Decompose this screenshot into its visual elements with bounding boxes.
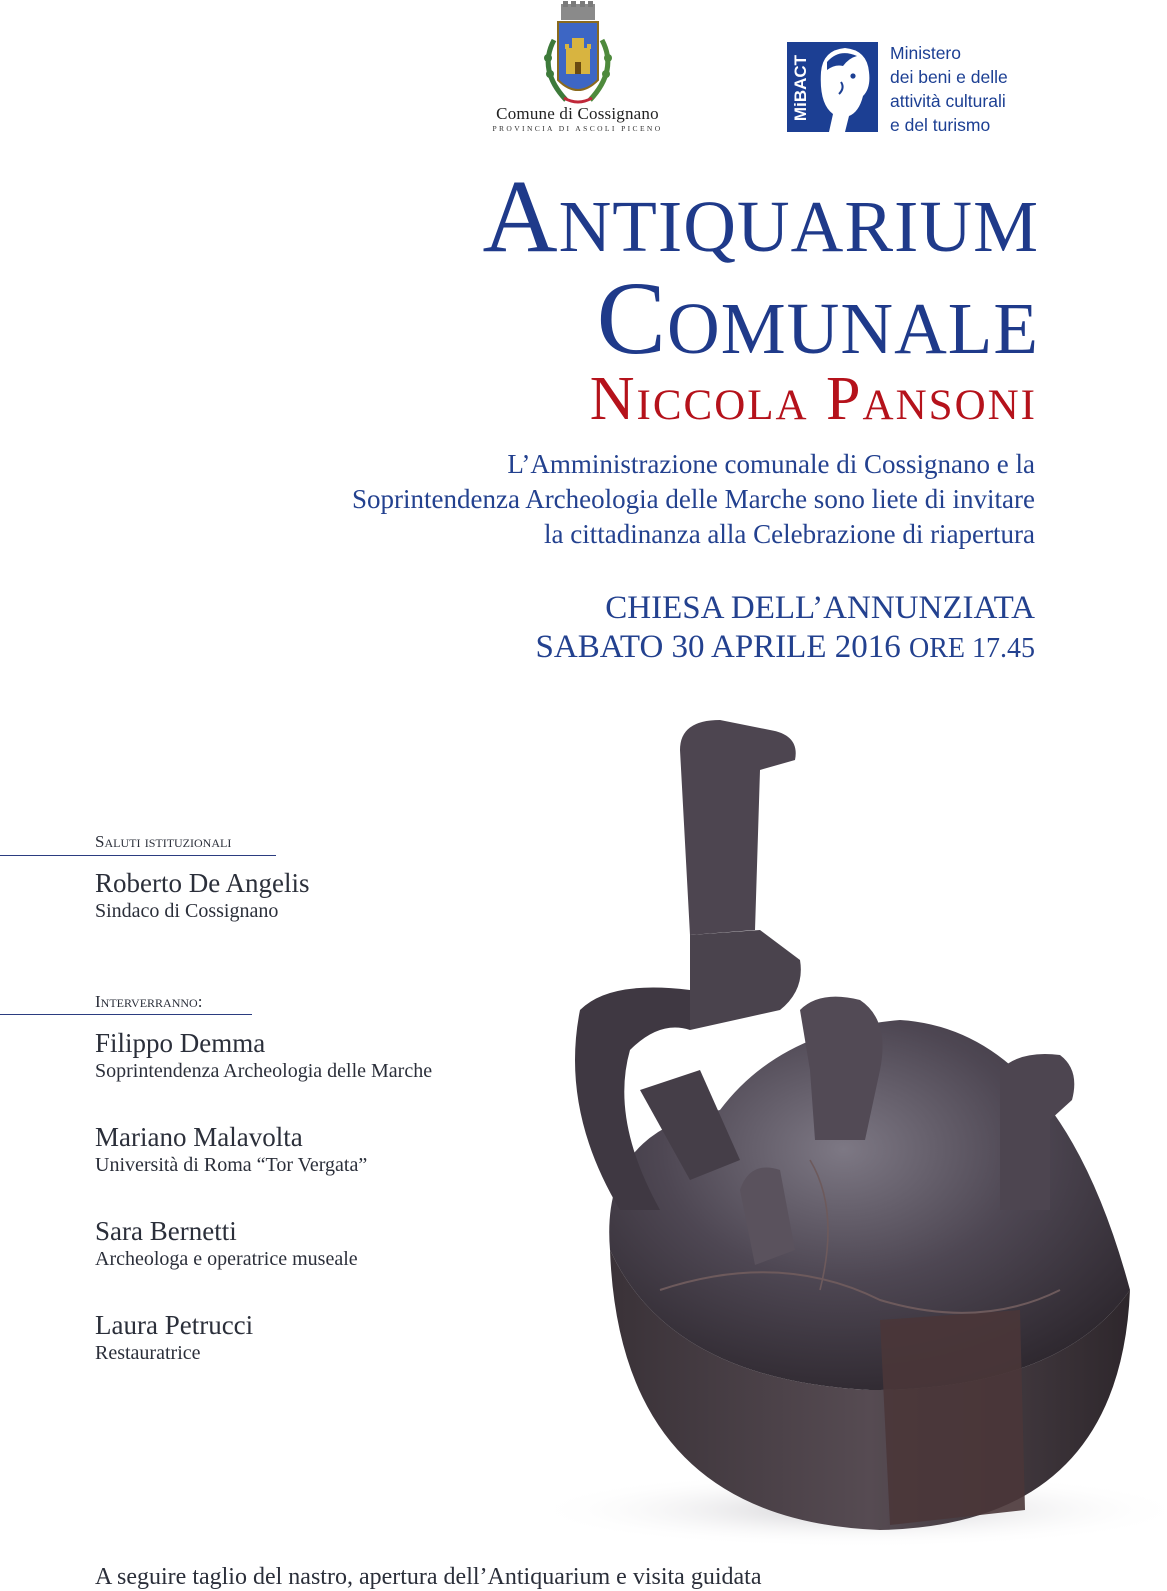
- person-role: Sindaco di Cossignano: [95, 900, 279, 922]
- event-date: SABATO 30 APRILE 2016: [535, 629, 901, 665]
- intro-line: Soprintendenza Archeologia delle Marche sono liete di invitare: [351, 484, 1035, 514]
- speakers-divider: [0, 1014, 252, 1015]
- intro-text: [135, 447, 1035, 552]
- speakers-heading: Interverranno:: [95, 992, 203, 1011]
- speaker-entry: [95, 1028, 432, 1084]
- title-subtitle: Niccola Pansoni: [589, 365, 1037, 433]
- person-role: Soprintendenza Archeologia delle Marche: [95, 1060, 433, 1082]
- person-name: Laura Petrucci: [95, 1310, 254, 1340]
- person-role: Restauratrice: [95, 1342, 201, 1364]
- intro-line: la cittadinanza alla Celebrazione di riapertura: [544, 519, 1035, 549]
- person-name: Roberto De Angelis: [95, 868, 310, 898]
- person-name: Filippo Demma: [95, 1028, 266, 1058]
- person-role: Università di Roma “Tor Vergata”: [95, 1154, 368, 1176]
- title-line-1: Antiquarium: [482, 159, 1039, 274]
- artifact-photo: [360, 690, 1167, 1550]
- mibact-vertical-label: MiBACT: [791, 54, 810, 122]
- event-venue: CHIESA DELL’ANNUNZIATA: [605, 590, 1035, 626]
- person-name: Mariano Malavolta: [95, 1122, 303, 1152]
- event-time: ORE 17.45: [909, 633, 1035, 664]
- ministry-line: dei beni e delle: [890, 67, 1008, 87]
- person-role: Archeologa e operatrice museale: [95, 1248, 358, 1270]
- speaker-entry: [95, 1310, 253, 1366]
- ministry-name: [890, 41, 1008, 137]
- ministry-line: attività culturali: [890, 91, 1006, 111]
- greetings-divider: [0, 855, 276, 856]
- speaker-entry: [95, 1216, 358, 1272]
- comune-name: Comune di Cossignano: [496, 104, 659, 123]
- greetings-heading: Saluti istituzionali: [95, 832, 232, 851]
- comune-province: PROVINCIA DI ASCOLI PICENO: [492, 124, 663, 133]
- mibact-head-icon: [809, 42, 878, 132]
- ministry-line: e del turismo: [890, 115, 991, 135]
- person-name: Sara Bernetti: [95, 1216, 237, 1246]
- event-datetime: [536, 627, 1035, 669]
- greeting-entry: [95, 868, 309, 924]
- intro-line: L’Amministrazione comunale di Cossignano e la: [507, 449, 1035, 479]
- footer-note: A seguire taglio del nastro, apertura dell’Antiquarium e visita guidata: [95, 1564, 762, 1590]
- speaker-entry: [95, 1122, 367, 1178]
- ministry-line: Ministero: [890, 43, 961, 63]
- mibact-logo: [787, 42, 878, 132]
- title-line-2: Comunale: [596, 261, 1039, 376]
